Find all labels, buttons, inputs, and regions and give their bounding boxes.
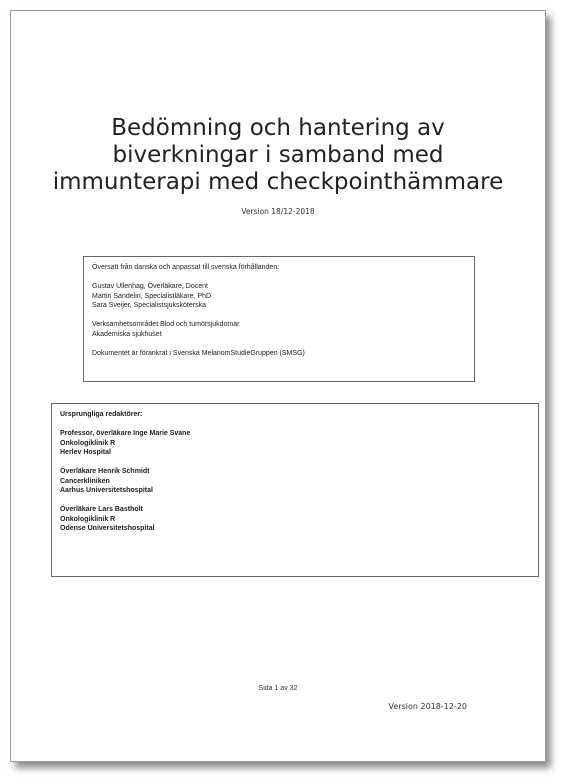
editor-1-clinic: Onkologiklinik R <box>60 439 116 447</box>
editor-2-hospital: Aarhus Universitetshospital <box>60 487 153 494</box>
spacer <box>92 311 466 321</box>
footer-version: Version 2018-12-20 <box>388 702 467 711</box>
editor-2-clinic: Cancerkliniken <box>60 477 110 485</box>
editors-heading: Ursprungliga redaktörer: <box>60 411 143 418</box>
title-line-2: biverkningar i samband med <box>112 142 444 168</box>
translation-info-box <box>83 256 475 382</box>
title-line-3: immunterapi med checkpointhämmare <box>52 169 504 195</box>
organization-line-2: Akademiska sjukhuset <box>92 330 162 338</box>
spacer <box>60 420 530 430</box>
anchoring-note: Dokumentet är förankrat i Svenska MelanomStudieGruppen (SMSG) <box>92 349 305 357</box>
version-label: Version 18/12-2018 <box>241 207 315 216</box>
spacer <box>60 458 530 468</box>
editor-3-clinic: Onkologiklinik R <box>60 515 116 523</box>
original-editors-box <box>51 403 539 577</box>
translator-3: Sara Sveijer, Specialistsjuksköterska <box>92 302 206 309</box>
spacer <box>60 496 530 506</box>
translation-heading: Översatt från danska och anpassat till svenska förhållanden: <box>92 264 280 271</box>
translator-2: Martin Sandelin, Specialistläkare, PhD <box>92 292 212 300</box>
translator-1: Gustav Ullenhag, Överläkare, Docent <box>92 283 208 290</box>
editor-1-hospital: Herlev Hospital <box>60 449 111 456</box>
organization-line-1: Verksamhetsområdet Blod och tumörsjukdomar <box>92 321 240 328</box>
document-title <box>11 115 545 196</box>
title-line-1: Bedömning och hantering av <box>111 115 445 141</box>
editor-2-name: Överläkare Henrik Schmidt <box>60 468 150 475</box>
editor-1-name: Professor, överläkare Inge Marie Svane <box>60 430 191 437</box>
editor-3-name: Överläkare Lars Bastholt <box>60 506 143 513</box>
spacer <box>92 273 466 283</box>
document-page <box>10 10 546 762</box>
spacer <box>92 339 466 349</box>
editor-3-hospital: Odense Universitetshospital <box>60 525 155 532</box>
page-number: Sida 1 av 32 <box>258 685 298 692</box>
